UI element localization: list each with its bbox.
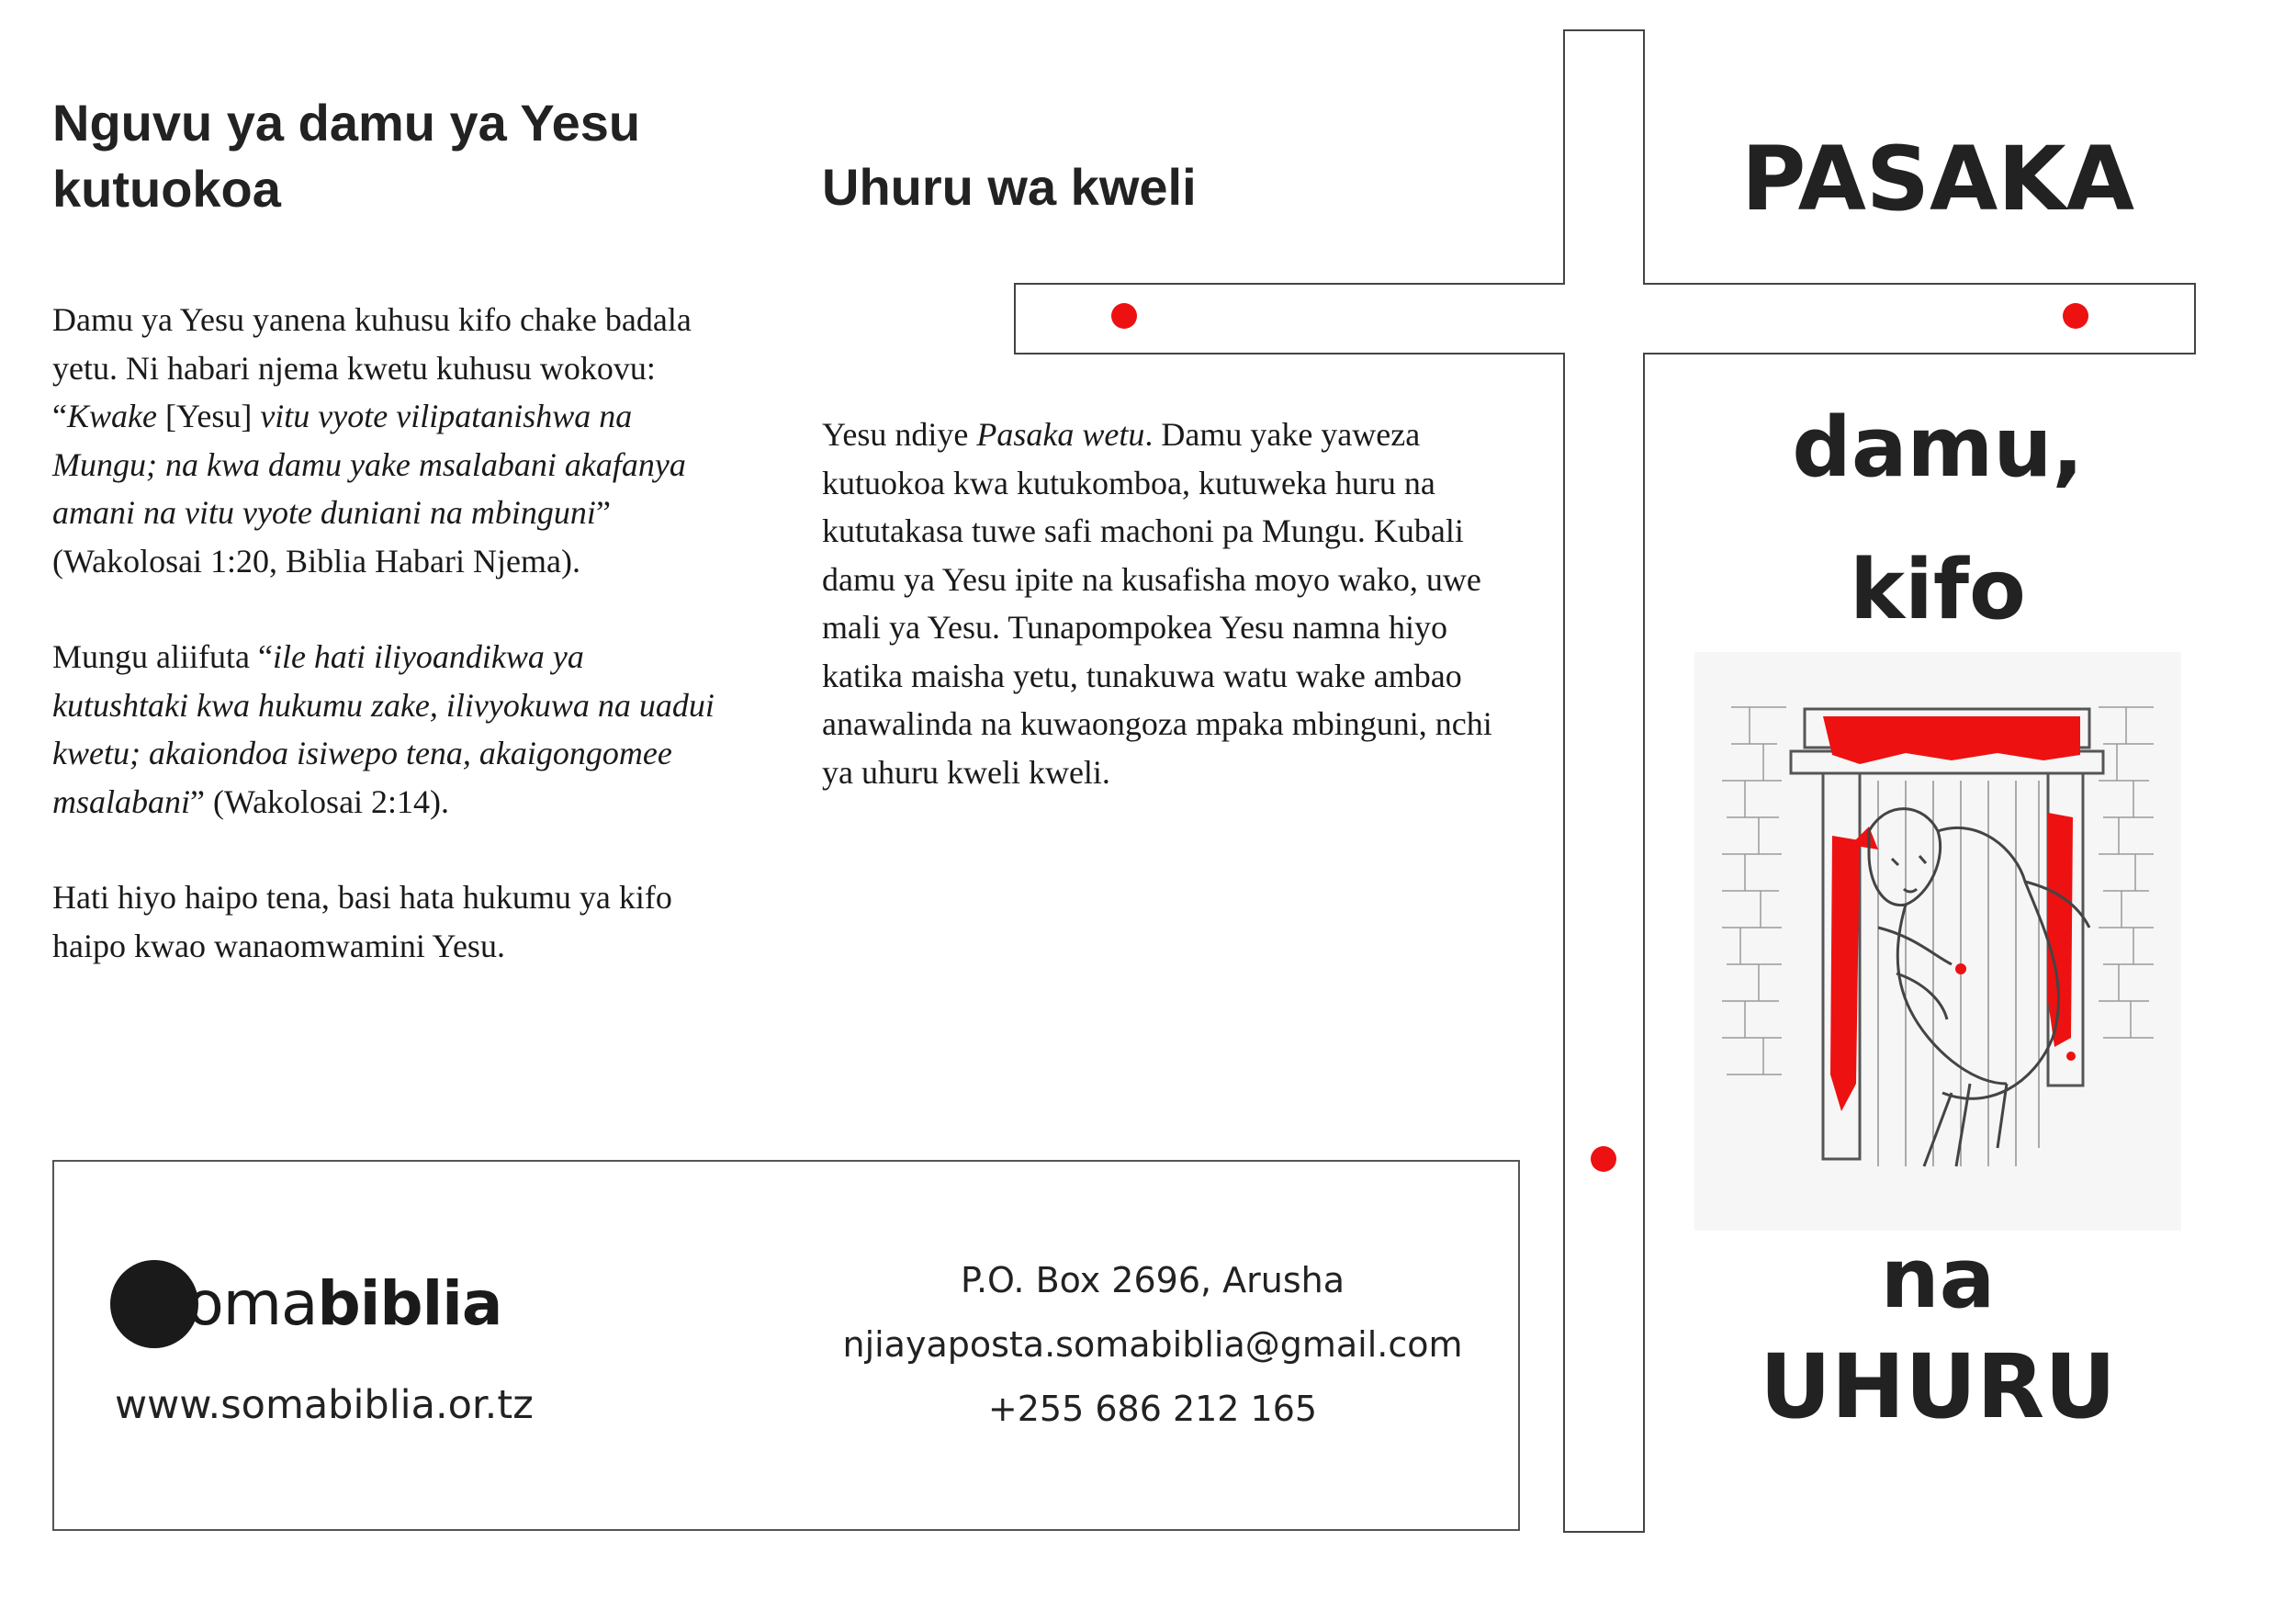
cover-title: PASAKA bbox=[1741, 128, 2134, 231]
nail-dot-left bbox=[1111, 303, 1137, 329]
phone-number[interactable]: +255 686 212 165 bbox=[987, 1389, 1318, 1429]
cover-line-kifo: kifo bbox=[1850, 542, 2026, 638]
lamb-doorway-illustration bbox=[1694, 652, 2181, 1231]
nail-dot-bottom bbox=[1591, 1146, 1616, 1172]
somabiblia-logo bbox=[156, 1260, 501, 1348]
left-paragraph-1: Damu ya Yesu yanena kuhusu kifo chake badala yetu. Ni habari njema kwetu kuhusu wokovu: “Kwake [Yesu] vitu vyote vilipatanishwa na Mungu; na kwa damu yake msalabani akafanya amani na vitu vyote duniani na mbinguni” (Wakolosai 1:20, Biblia Habari Njema). bbox=[52, 301, 692, 579]
left-panel-title: Nguvu ya damu ya Yesu kutuokoa bbox=[52, 94, 641, 218]
cover-line-na: na bbox=[1880, 1231, 1996, 1327]
cover-line-uhuru: UHURU bbox=[1759, 1335, 2117, 1438]
nail-dot-right bbox=[2063, 303, 2088, 329]
left-panel-body bbox=[52, 296, 718, 970]
blood-left-post bbox=[1830, 836, 1860, 1111]
blood-lintel bbox=[1823, 716, 2080, 764]
left-paragraph-3: Hati hiyo haipo tena, basi hata hukumu ya kifo haipo kwao wanaomwamini Yesu. bbox=[52, 879, 672, 964]
website-link[interactable]: www.somabiblia.or.tz bbox=[115, 1382, 534, 1428]
left-paragraph-2: Mungu aliifuta “ile hati iliyoandikwa ya kutushtaki kwa hukumu zake, ilivyokuwa na uadui kwetu; akaiondoa isiwepo tena, akaigongomee msalabani” (Wakolosai 2:14). bbox=[52, 638, 715, 820]
postal-address: P.O. Box 2696, Arusha bbox=[960, 1260, 1345, 1300]
logo-biblia: biblia bbox=[317, 1268, 502, 1339]
logo-soma: soma bbox=[156, 1268, 318, 1339]
blood-right-post bbox=[2048, 813, 2073, 1047]
middle-panel-body bbox=[822, 411, 1520, 796]
middle-panel-title: Uhuru wa kweli bbox=[822, 158, 1197, 216]
middle-paragraph-1: Yesu ndiye Pasaka wetu. Damu yake yaweza kutuokoa kwa kutukomboa, kutuweka huru na kututakasa tuwe safi machoni pa Mungu. Kubali damu ya Yesu ipite na kusafisha moyo wako, uwe mali ya Yesu. Tunapompokea Yesu namna hiyo katika maisha yetu, tunakuwa watu wake ambao anawalinda na kuwaongoza mpaka mbinguni, nchi ya uhuru kweli kweli. bbox=[822, 416, 1492, 791]
cover-line-damu: damu, bbox=[1792, 399, 2084, 496]
email-address[interactable]: njiayaposta.somabiblia@gmail.com bbox=[842, 1324, 1463, 1365]
